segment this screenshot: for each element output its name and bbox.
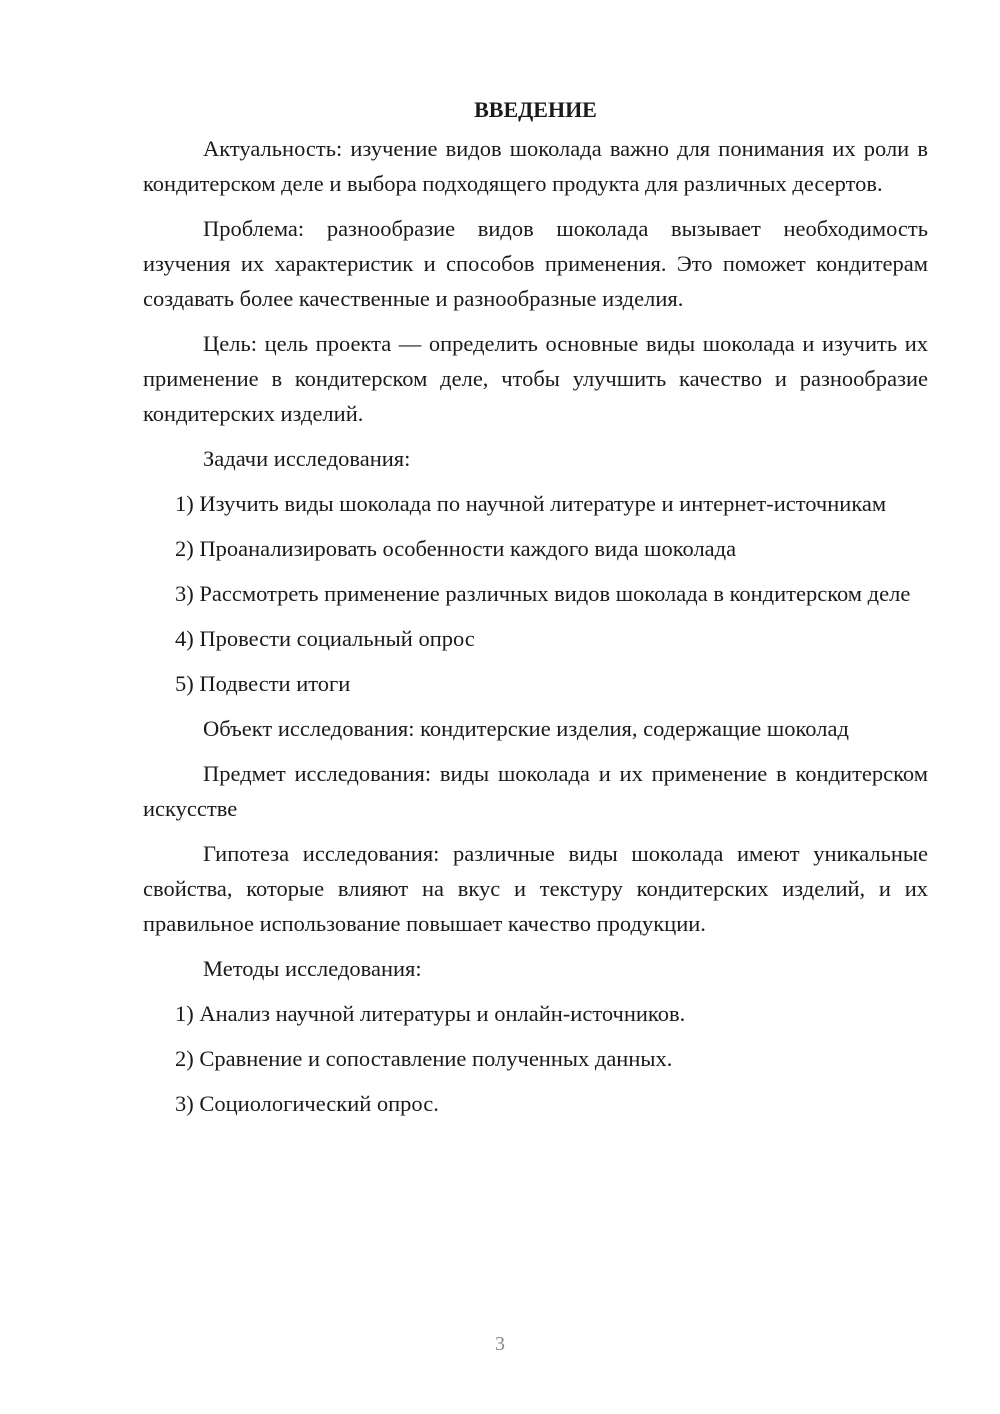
task-item-4: 4) Провести социальный опрос — [175, 626, 475, 651]
paragraph-subject: Предмет исследования: виды шоколада и их применение в кондитерском искусстве — [143, 761, 928, 821]
task-item-3: 3) Рассмотреть применение различных видов шоколада в кондитерском деле — [175, 581, 911, 606]
paragraph-relevance: Актуальность: изучение видов шоколада важно для понимания их роли в кондитерском деле и выбора подходящего продукта для различных десертов. — [143, 136, 928, 196]
page-title: ВВЕДЕНИЕ — [474, 97, 597, 122]
page-number: 3 — [495, 1333, 505, 1355]
method-item-3: 3) Социологический опрос. — [175, 1091, 439, 1116]
task-item-5: 5) Подвести итоги — [175, 671, 351, 696]
paragraph-object: Объект исследования: кондитерские изделия, содержащие шоколад — [203, 716, 849, 741]
paragraph-hypothesis: Гипотеза исследования: различные виды шоколада имеют уникальные свойства, которые влияют на вкус и текстуру кондитерских изделий, и их правильное использование повышает качество продукции. — [143, 841, 928, 936]
page-content — [143, 95, 928, 1131]
task-item-2: 2) Проанализировать особенности каждого вида шоколада — [175, 536, 737, 561]
method-item-2: 2) Сравнение и сопоставление полученных данных. — [175, 1046, 673, 1071]
paragraph-problem: Проблема: разнообразие видов шоколада вызывает необходимость изучения их характеристик и способов применения. Это поможет кондитерам создавать более качественные и разнообразные изделия. — [143, 216, 928, 311]
paragraph-goal: Цель: цель проекта — определить основные виды шоколада и изучить их применение в кондитерском деле, чтобы улучшить качество и разнообразие кондитерских изделий. — [143, 331, 928, 426]
tasks-heading: Задачи исследования: — [203, 446, 411, 471]
method-item-1: 1) Анализ научной литературы и онлайн-источников. — [175, 1001, 686, 1026]
task-item-1: 1) Изучить виды шоколада по научной литературе и интернет-источникам — [175, 491, 887, 516]
methods-heading: Методы исследования: — [203, 956, 422, 981]
